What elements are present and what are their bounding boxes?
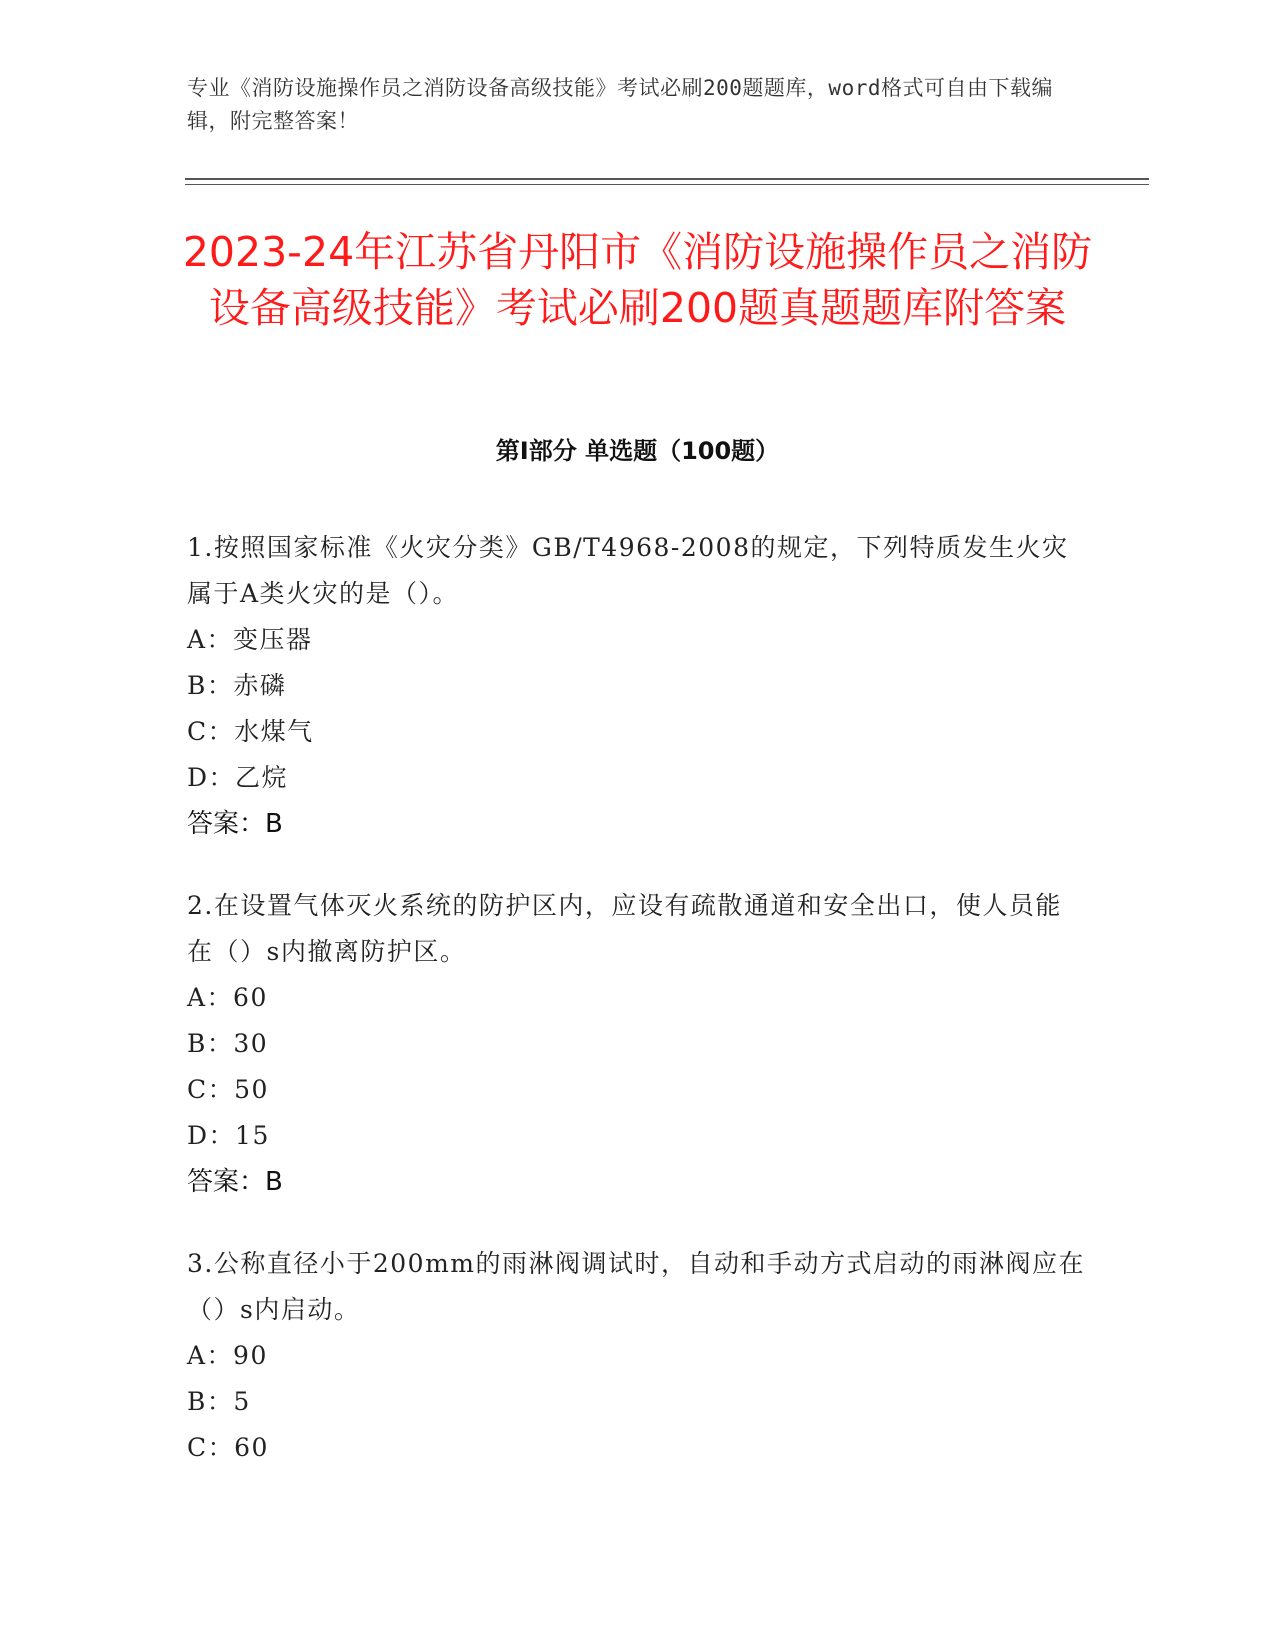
- option-d: D：乙烷: [187, 763, 289, 792]
- question-item: [187, 883, 1087, 1205]
- header-note: 专业《消防设施操作员之消防设备高级技能》考试必刷200题题库，word格式可自由下载编辑，附完整答案！: [187, 76, 1053, 133]
- header-divider-thin: [185, 184, 1149, 185]
- option-c: C：水煤气: [187, 717, 314, 746]
- option-b: B：赤磷: [187, 671, 287, 700]
- header-divider-thick: [185, 178, 1149, 180]
- question-item: [187, 1241, 1087, 1471]
- option-a: A：变压器: [187, 625, 313, 654]
- document-title: 2023-24年江苏省丹阳市《消防设施操作员之消防设备高级技能》考试必刷200题真题题库附答案: [182, 228, 1093, 332]
- option-a: A：60: [187, 983, 268, 1012]
- option-d: D：15: [187, 1121, 270, 1150]
- option-c: C：60: [187, 1433, 269, 1462]
- question-item: [187, 525, 1087, 847]
- option-a: A：90: [187, 1341, 268, 1370]
- option-b: B：30: [187, 1029, 269, 1058]
- question-text: 2.在设置气体灭火系统的防护区内，应设有疏散通道和安全出口，使人员能在（）s内撤离防护区。: [187, 891, 1062, 966]
- section-heading: 第I部分 单选题（100题）: [495, 437, 780, 465]
- answer-line: 答案：B: [187, 1167, 283, 1197]
- question-text: 1.按照国家标准《火灾分类》GB/T4968-2008的规定，下列特质发生火灾属于A类火灾的是（）。: [187, 533, 1069, 608]
- answer-line: 答案：B: [187, 809, 283, 839]
- question-list: [187, 525, 1087, 1507]
- option-b: B：5: [187, 1387, 251, 1416]
- question-text: 3.公称直径小于200mm的雨淋阀调试时，自动和手动方式启动的雨淋阀应在（）s内启动。: [187, 1249, 1085, 1324]
- option-c: C：50: [187, 1075, 269, 1104]
